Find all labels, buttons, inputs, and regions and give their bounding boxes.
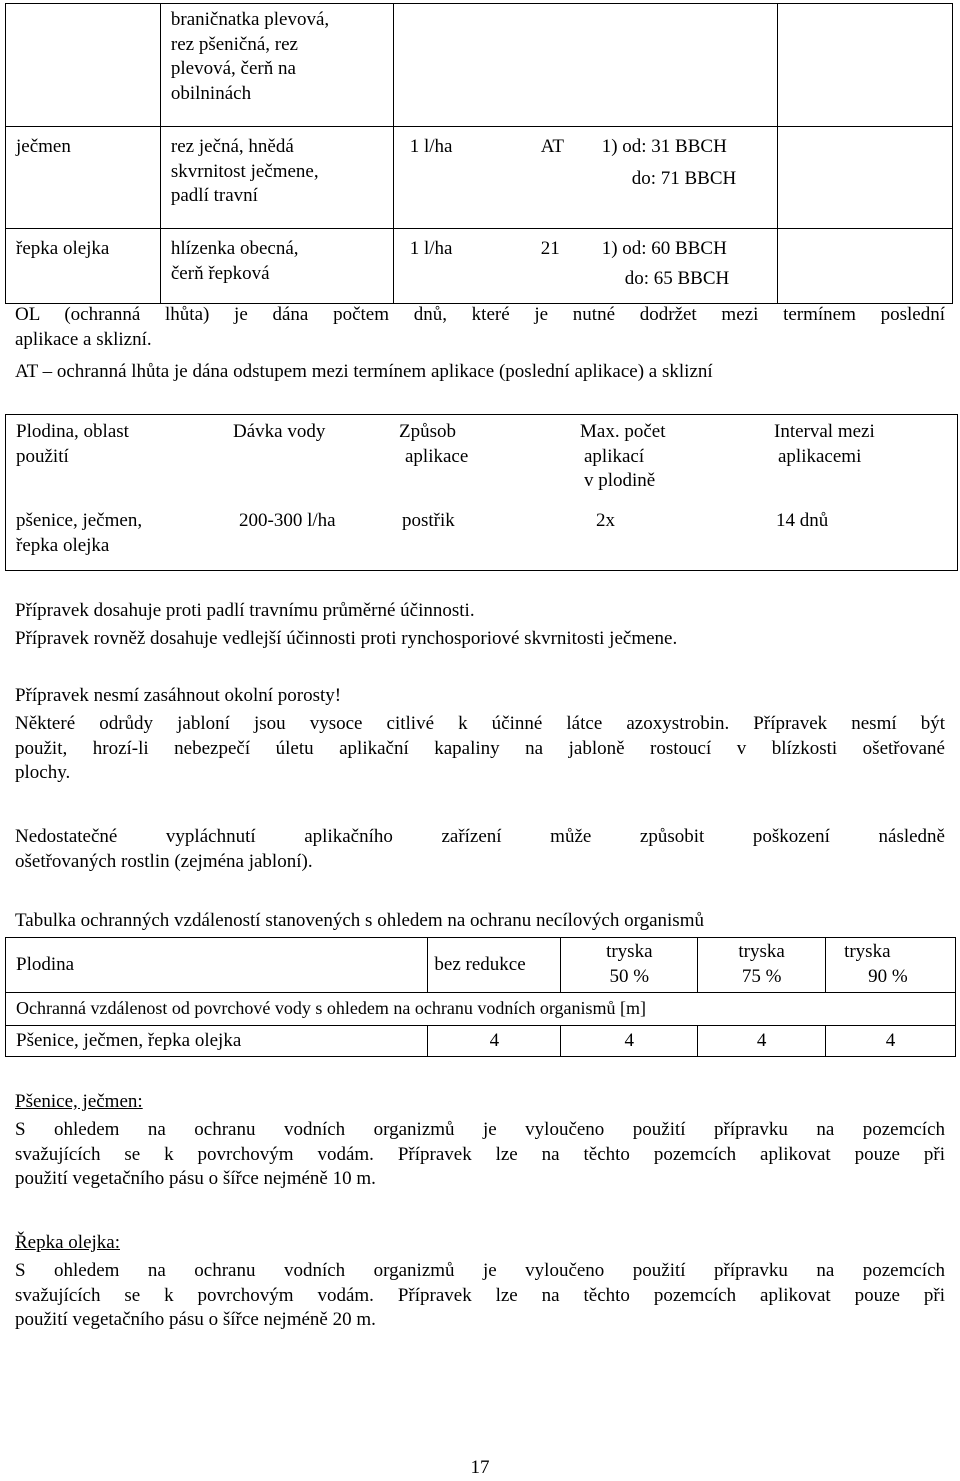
bbch-from: 1) od: 31 BBCH [601,136,727,157]
dose-cell [393,127,778,229]
text-line: svažujících se k povrchovým vodám. Přípravek lze na těchto pozemcích aplikovat pouze při [15,1284,945,1306]
header-line: 50 % [609,966,650,987]
pest-line: hlízenka obecná, [170,238,299,259]
text-line: použití vegetačního pásu o šířce nejméně 20 m. [15,1309,376,1331]
dose-cell [393,229,778,304]
header-line: aplikací [584,445,645,467]
text-line: použití vegetačního pásu o šířce nejméně 10 m. [15,1168,376,1190]
text-efficacy: Přípravek dosahuje proti padlí travnímu průměrné účinnosti. [15,600,475,621]
header-line: tryska [844,941,891,963]
pest-cell [160,4,393,127]
header-line: tryska [606,941,653,963]
value-nozzle-75: 4 [698,1026,826,1057]
table-row [6,993,956,1026]
crop-cell [6,4,161,127]
row-water: 200-300 l/ha [239,510,336,531]
row-line: pšenice, ječmen, [16,510,143,531]
text-line: OL (ochranná lhůta) je dána počtem dnů, které je nutné dodržet mezi termínem poslední [15,304,945,325]
text-line: plochy. [15,762,71,784]
dose-value: 1 l/ha [409,238,453,259]
pest-line: rez pšeničná, rez [170,33,298,55]
crop-name: řepka olejka [16,238,110,259]
pest-line: čerň řepková [170,262,270,284]
pest-line: obilninách [170,83,252,105]
rape-text [15,1259,945,1333]
protection-period: AT [540,136,564,157]
row-crop [16,509,142,558]
pest-line: plevová, čerň na [170,58,296,80]
ol-paragraph [15,303,945,352]
dose-value: 1 l/ha [409,136,453,157]
crop-cell [6,229,161,304]
buffer-table-caption: Tabulka ochranných vzdáleností stanovených s ohledem na ochranu necílových organismů [15,910,704,931]
header-line: tryska [738,941,785,963]
header-interval [774,420,875,469]
rape-heading: Řepka olejka: [15,1232,120,1253]
crop-name: ječmen [16,136,71,157]
table-row [6,127,953,229]
buffer-table [5,937,956,1057]
row-interval: 14 dnů [776,510,829,531]
header-nozzle-75 [698,938,826,993]
header-line: v plodině [584,470,656,492]
header-max [580,420,665,494]
bbch-to: do: 71 BBCH [631,168,737,189]
empty-cell [778,4,953,127]
table-row [6,229,953,304]
page-number: 17 [470,1457,490,1478]
pest-cell [160,229,393,304]
bbch-from: 1) od: 60 BBCH [601,238,727,259]
at-paragraph: AT – ochranná lhůta je dána odstupem mezi termínem aplikace (poslední aplikace) a sklizní [15,361,713,382]
text-line: aplikace a sklizní. [15,328,152,350]
header-no-reduction: bez redukce [428,938,561,993]
header-line: Max. počet [580,421,666,442]
header-line: 75 % [741,966,782,987]
header-line: použití [16,445,69,467]
row-method: postřik [402,510,455,531]
header-method [399,420,468,469]
pest-line: skvrnitost ječmene, [170,160,319,182]
pest-cell [160,127,393,229]
header-line: aplikace [405,445,469,467]
application-table [5,3,953,304]
text-side-efficacy: Přípravek rovněž dosahuje vedlejší účinnosti proti rynchosporiové skvrnitosti ječmene. [15,628,678,649]
pest-line: rez ječná, hnědá [170,136,294,157]
header-line: Způsob [399,421,456,442]
header-crop [16,420,129,469]
header-crop: Plodina [6,938,428,993]
header-nozzle-90 [826,938,956,993]
wheat-heading: Pšenice, ječmen: [15,1091,143,1112]
table-row [6,938,956,993]
header-line: aplikacemi [778,445,862,467]
table-row [6,1026,956,1057]
text-apples [15,712,945,786]
protection-period: 21 [540,238,560,259]
header-water: Dávka vody [233,421,326,442]
pest-line: braničnatka plevová, [170,9,330,30]
pest-line: padlí travní [170,185,258,207]
header-line: Interval mezi [774,421,875,442]
text-warning: Přípravek nesmí zasáhnout okolní porosty! [15,685,342,706]
text-line: použit, hrozí-li nebezpečí úletu aplikační kapaliny na jabloně rostoucí v blízkosti ošetřované [15,737,945,759]
value-nozzle-90: 4 [826,1026,956,1057]
row-crop: Pšenice, ječmen, řepka olejka [6,1026,428,1057]
text-line: Některé odrůdy jabloní jsou vysoce citlivé k účinné látce azoxystrobin. Přípravek nesmí být [15,713,945,734]
text-line: S ohledem na ochranu vodních organizmů je vyloučeno použití přípravku na pozemcích [15,1119,945,1140]
row-max: 2x [596,510,615,531]
text-line: S ohledem na ochranu vodních organizmů je vyloučeno použití přípravku na pozemcích [15,1260,945,1281]
text-line: ošetřovaných rostlin (zejména jabloní). [15,850,313,872]
subheader: Ochranná vzdálenost od povrchové vody s ohledem na ochranu vodních organismů [m] [6,993,956,1026]
text-line: svažujících se k povrchovým vodám. Přípravek lze na těchto pozemcích aplikovat pouze při [15,1143,945,1165]
header-nozzle-50 [561,938,698,993]
text-rinsing [15,825,945,874]
empty-cell [778,127,953,229]
wheat-text [15,1118,945,1192]
table-row [6,4,953,127]
header-line: Plodina, oblast [16,421,129,442]
empty-cell [778,229,953,304]
crop-cell [6,127,161,229]
bbch-to: do: 65 BBCH [624,268,730,289]
text-line: Nedostatečné vypláchnutí aplikačního zařízení může způsobit poškození následně [15,826,945,847]
value-no-reduction: 4 [428,1026,561,1057]
water-table [5,414,958,571]
dose-cell [393,4,778,127]
header-line: 90 % [868,966,908,987]
row-line: řepka olejka [16,534,110,556]
value-nozzle-50: 4 [561,1026,698,1057]
